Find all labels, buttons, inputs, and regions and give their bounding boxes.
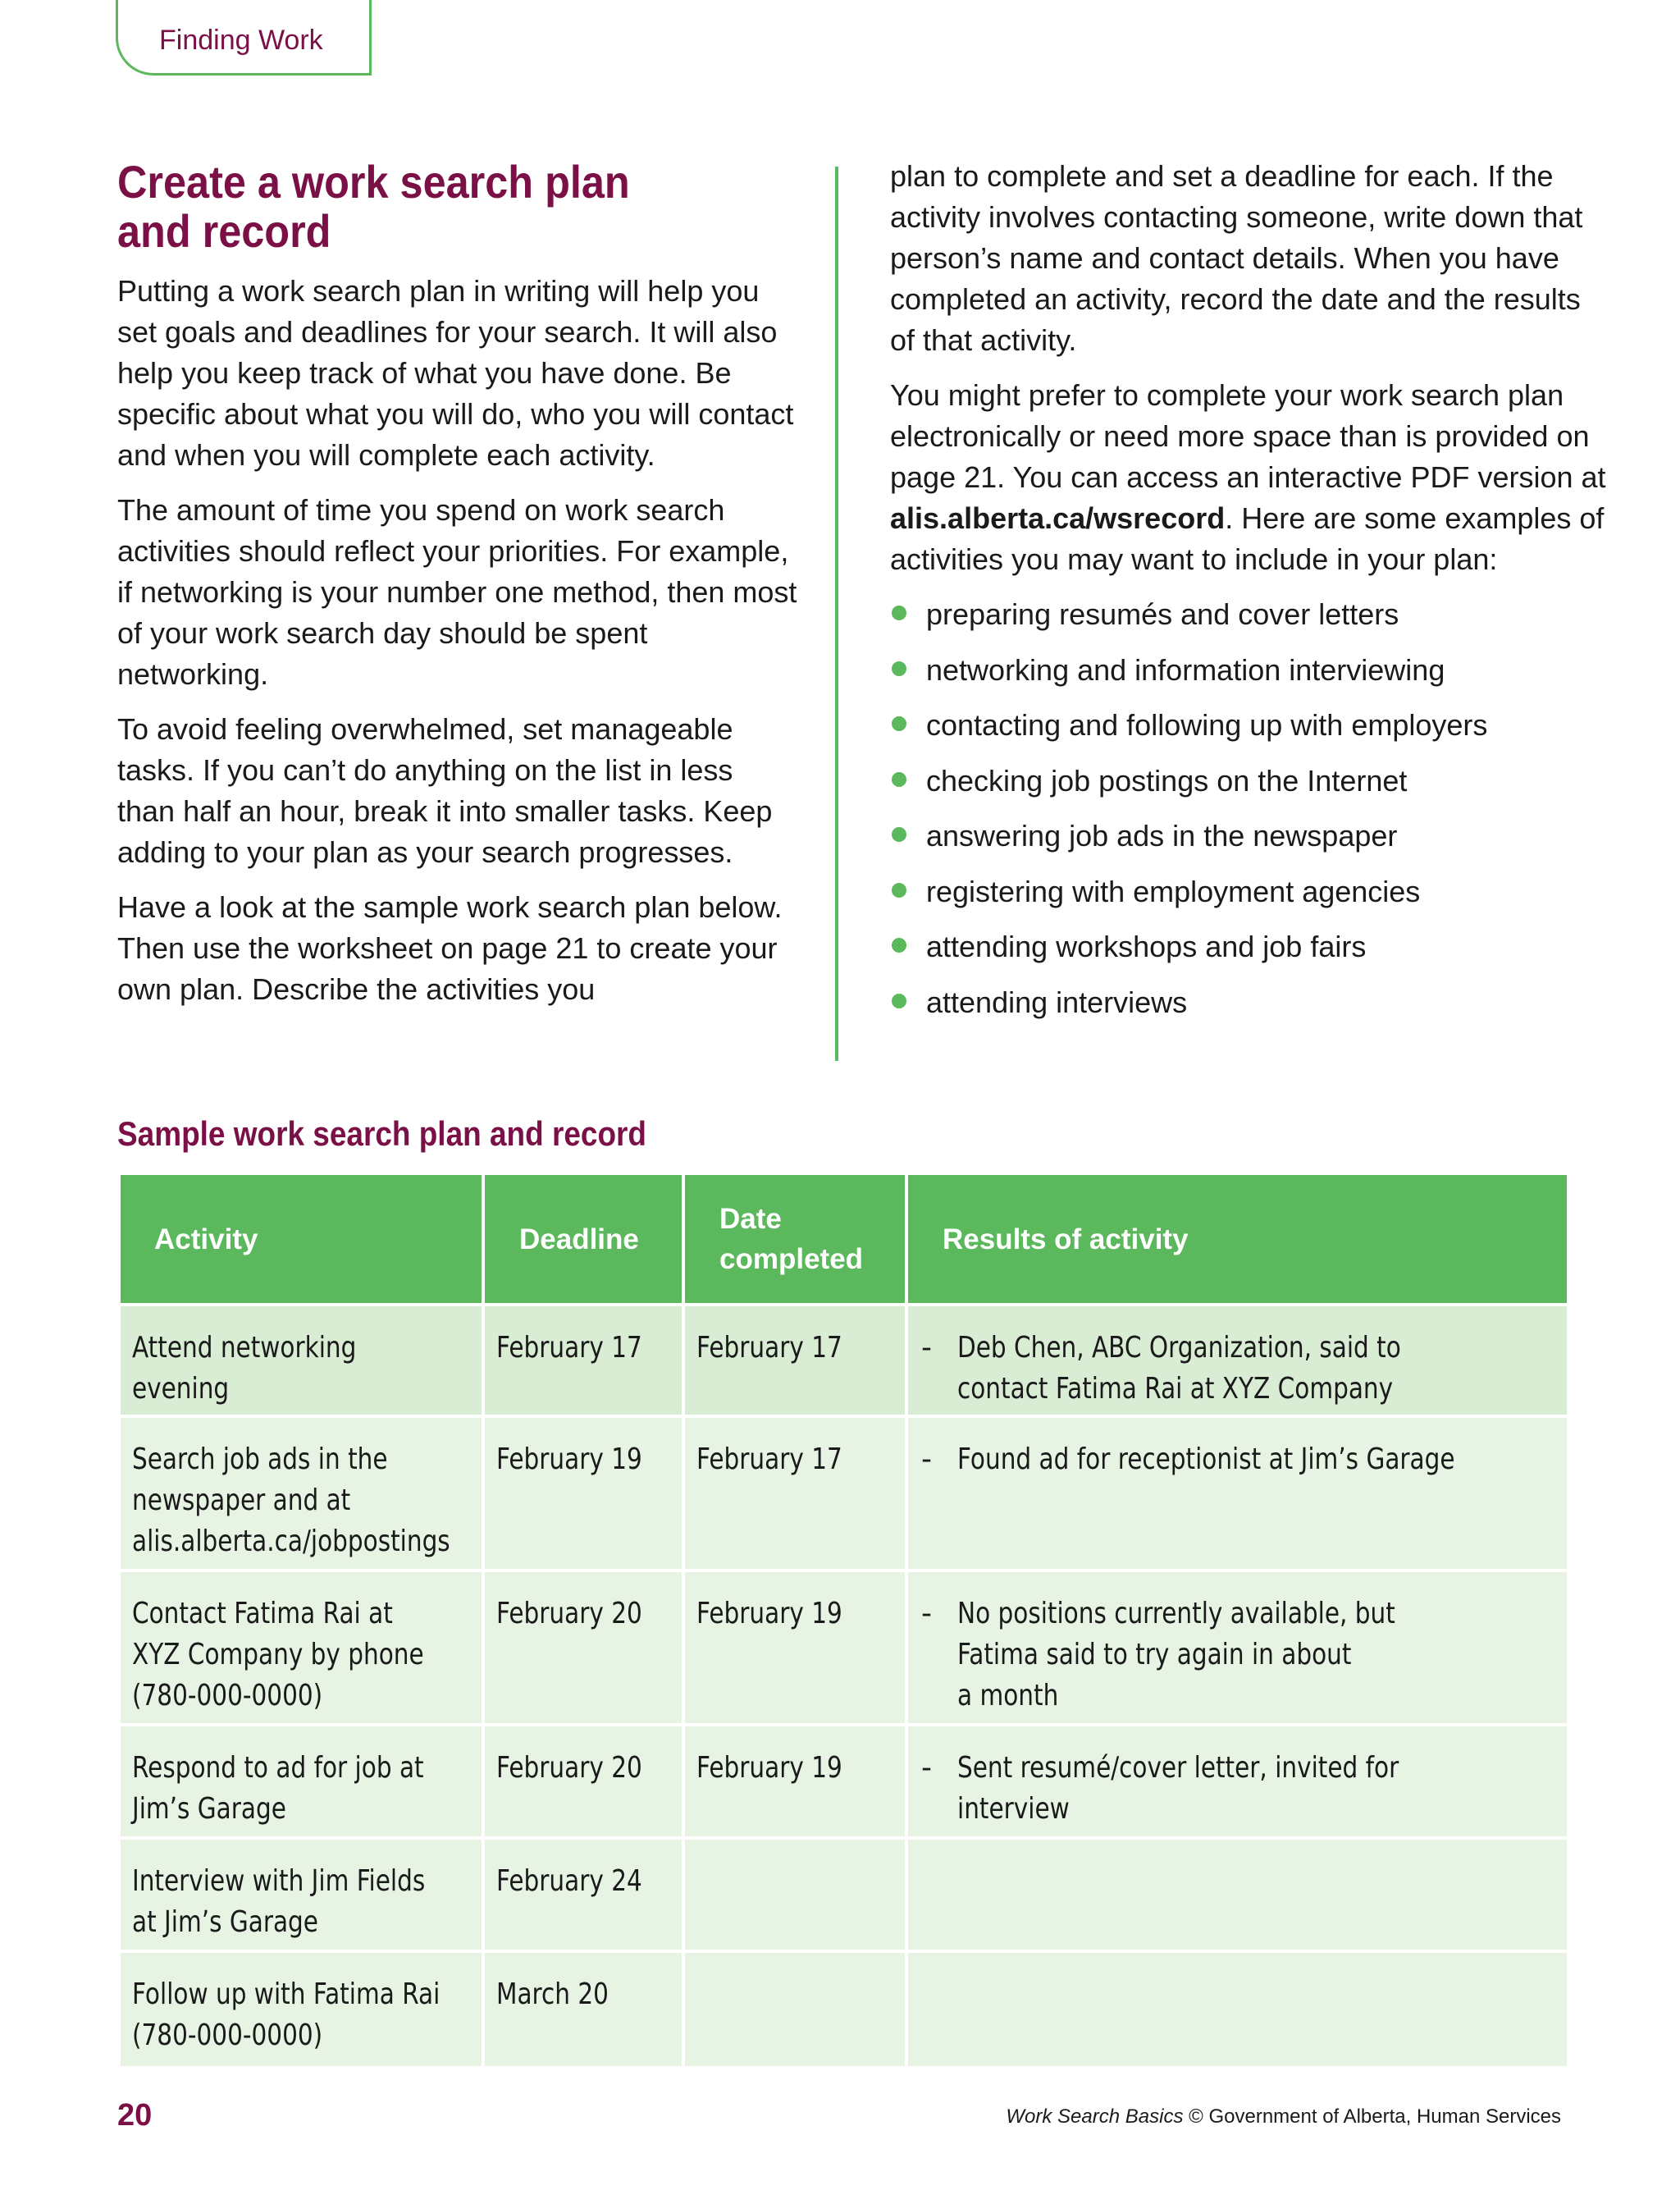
cell-line: No positions currently available, but — [957, 1597, 1395, 1630]
table-row — [121, 1726, 1567, 1840]
result-entry — [921, 1439, 1559, 1480]
section-tab — [116, 0, 372, 75]
cell-line: (780-000-0000) — [132, 2019, 323, 2052]
deadline-text: February 20 — [496, 1751, 642, 1785]
deadline-cell — [485, 1306, 685, 1418]
deadline-cell — [485, 1418, 685, 1572]
deadline-text: February 24 — [496, 1864, 642, 1898]
deadline-cell — [485, 1840, 685, 1953]
table-row — [121, 1572, 1567, 1726]
paragraph: Putting a work search plan in writing will help you set goals and deadlines for your search. It will also help you keep track of what you have done. Be specific about what you will do, who you will contact and when you will complete each activity. — [117, 274, 794, 472]
cell-line: alis.alberta.ca/jobpostings — [132, 1525, 450, 1558]
cell-line: Deb Chen, ABC Organization, said to — [957, 1331, 1401, 1365]
deadline-text: February 20 — [496, 1597, 642, 1630]
deadline-cell — [485, 1953, 685, 2069]
list-item — [890, 982, 1612, 1038]
cell-line: Sent resumé/cover letter, invited for — [957, 1751, 1399, 1785]
header-deadline: Deadline — [485, 1175, 685, 1306]
cell-line: newspaper and at — [132, 1484, 351, 1517]
paragraph — [890, 375, 1612, 580]
activity-cell — [121, 1726, 485, 1840]
result-dash: - — [921, 1751, 932, 1785]
results-cell — [908, 1306, 1567, 1418]
deadline-cell — [485, 1572, 685, 1726]
cell-text — [957, 1439, 1455, 1480]
table-header-row — [121, 1175, 1567, 1306]
completed-cell — [685, 1953, 908, 2069]
bullet-icon — [892, 883, 906, 898]
result-dash: - — [921, 1331, 932, 1365]
cell-text — [957, 1593, 1395, 1717]
wsrecord-link[interactable]: alis.alberta.ca/wsrecord — [890, 501, 1226, 535]
cell-line: Jim’s Garage — [132, 1792, 286, 1826]
header-results: Results of activity — [908, 1175, 1567, 1306]
header-date-line2: completed — [719, 1243, 864, 1275]
paragraph: The amount of time you spend on work search activities should reflect your priorities. For example, if networking is your number one method, then most of your work search day should be spent networking. — [117, 493, 797, 691]
cell-line: Contact Fatima Rai at — [132, 1597, 393, 1630]
bullet-icon — [892, 606, 906, 620]
completed-text: February 19 — [696, 1597, 842, 1630]
right-column — [890, 156, 1612, 1037]
header-activity: Activity — [121, 1175, 485, 1306]
cell-line: a month — [957, 1679, 1059, 1712]
page-title-line2: and record — [117, 205, 331, 257]
list-item-text: attending interviews — [926, 985, 1188, 1019]
cell-text — [132, 1439, 450, 1562]
activity-cell — [121, 1840, 485, 1953]
bullet-icon — [892, 772, 906, 787]
table-row — [121, 1953, 1567, 2069]
cell-line: evening — [132, 1372, 230, 1406]
list-item-text: attending workshops and job fairs — [926, 930, 1367, 963]
bullet-icon — [892, 716, 906, 731]
results-cell — [908, 1840, 1567, 1953]
result-entry — [921, 1593, 1559, 1717]
deadline-text: February 17 — [496, 1331, 642, 1365]
paragraph: Have a look at the sample work search plan below. Then use the worksheet on page 21 to create your own plan. Describe the activities you — [117, 890, 783, 1006]
list-item-text: networking and information interviewing — [926, 652, 1445, 687]
table-body — [121, 1306, 1567, 2069]
column-divider — [835, 167, 838, 1061]
work-search-table — [121, 1175, 1567, 2069]
result-entry — [921, 1328, 1559, 1410]
completed-cell — [685, 1726, 908, 1840]
deadline-text: February 19 — [496, 1442, 642, 1476]
list-item — [890, 705, 1612, 761]
activity-examples-list — [890, 594, 1612, 1037]
completed-cell — [685, 1572, 908, 1726]
cell-text — [132, 1974, 440, 2056]
cell-line: Found ad for receptionist at Jim’s Garage — [957, 1442, 1455, 1476]
bullet-icon — [892, 994, 906, 1008]
completed-cell — [685, 1418, 908, 1572]
bullet-icon — [892, 827, 906, 842]
page-title — [117, 158, 630, 256]
list-item-text: preparing resumés and cover letters — [926, 597, 1399, 631]
bullet-icon — [892, 661, 906, 676]
left-column — [117, 271, 798, 1024]
activity-cell — [121, 1306, 485, 1418]
activity-cell — [121, 1572, 485, 1726]
cell-line: XYZ Company by phone — [132, 1638, 424, 1671]
paragraph-text: You might prefer to complete your work search plan electronically or need more space than is provided on page 21. You can access an interactive PDF version at — [890, 378, 1606, 494]
cell-text — [957, 1748, 1399, 1830]
cell-line: Respond to ad for job at — [132, 1751, 424, 1785]
paragraph-text: . Here are some examples of activities you may want to include in your plan: — [890, 501, 1605, 576]
completed-text: February 17 — [696, 1442, 842, 1476]
cell-text — [957, 1328, 1401, 1410]
header-date-completed — [685, 1175, 908, 1306]
cell-line: Search job ads in the — [132, 1442, 388, 1476]
list-item-text: contacting and following up with employers — [926, 708, 1488, 742]
cell-line: (780-000-0000) — [132, 1679, 323, 1712]
table-row — [121, 1306, 1567, 1418]
deadline-text: March 20 — [496, 1977, 609, 2011]
cell-line: contact Fatima Rai at XYZ Company — [957, 1372, 1394, 1406]
result-entry — [921, 1748, 1559, 1830]
header-date-line1: Date — [719, 1203, 782, 1235]
list-item — [890, 650, 1612, 706]
footer-copyright: © Government of Alberta, Human Services — [1183, 2105, 1561, 2128]
deadline-cell — [485, 1726, 685, 1840]
result-dash: - — [921, 1442, 932, 1476]
results-cell — [908, 1726, 1567, 1840]
list-item — [890, 594, 1612, 650]
completed-text: February 19 — [696, 1751, 842, 1785]
cell-text — [132, 1861, 425, 1943]
table-row — [121, 1418, 1567, 1572]
paragraph: To avoid feeling overwhelmed, set manageable tasks. If you can’t do anything on the list in less than half an hour, break it into smaller tasks. Keep adding to your plan as your search progresses. — [117, 712, 773, 869]
cell-text — [132, 1328, 356, 1410]
bullet-icon — [892, 938, 906, 953]
cell-line: interview — [957, 1792, 1070, 1826]
list-item-text: answering job ads in the newspaper — [926, 819, 1398, 853]
result-dash: - — [921, 1597, 932, 1630]
table-row — [121, 1840, 1567, 1953]
activity-cell — [121, 1418, 485, 1572]
paragraph: plan to complete and set a deadline for each. If the activity involves contacting someone, write down that person’s name and contact details. When you have completed an activity, record the date and the results of that activity. — [890, 159, 1583, 357]
footer-title: Work Search Basics — [1006, 2105, 1184, 2128]
list-item — [890, 816, 1612, 871]
list-item — [890, 761, 1612, 816]
results-cell — [908, 1953, 1567, 2069]
page-title-line1: Create a work search plan — [117, 156, 630, 208]
list-item-text: registering with employment agencies — [926, 874, 1421, 908]
list-item — [890, 871, 1612, 927]
table-title: Sample work search plan and record — [117, 1114, 646, 1153]
footer-credit — [1006, 2105, 1561, 2128]
completed-cell — [685, 1840, 908, 1953]
cell-text — [132, 1748, 424, 1830]
completed-text: February 17 — [696, 1331, 842, 1365]
cell-text — [132, 1593, 424, 1717]
cell-line: Attend networking — [132, 1331, 357, 1365]
cell-line: at Jim’s Garage — [132, 1905, 318, 1939]
activity-cell — [121, 1953, 485, 2069]
cell-line: Fatima said to try again in about — [957, 1638, 1352, 1671]
cell-line: Follow up with Fatima Rai — [132, 1977, 441, 2011]
page-number: 20 — [117, 2098, 153, 2133]
section-tab-label: Finding Work — [159, 25, 323, 56]
results-cell — [908, 1572, 1567, 1726]
cell-line: Interview with Jim Fields — [132, 1864, 426, 1898]
results-cell — [908, 1418, 1567, 1572]
completed-cell — [685, 1306, 908, 1418]
list-item — [890, 926, 1612, 982]
list-item-text: checking job postings on the Internet — [926, 763, 1408, 798]
